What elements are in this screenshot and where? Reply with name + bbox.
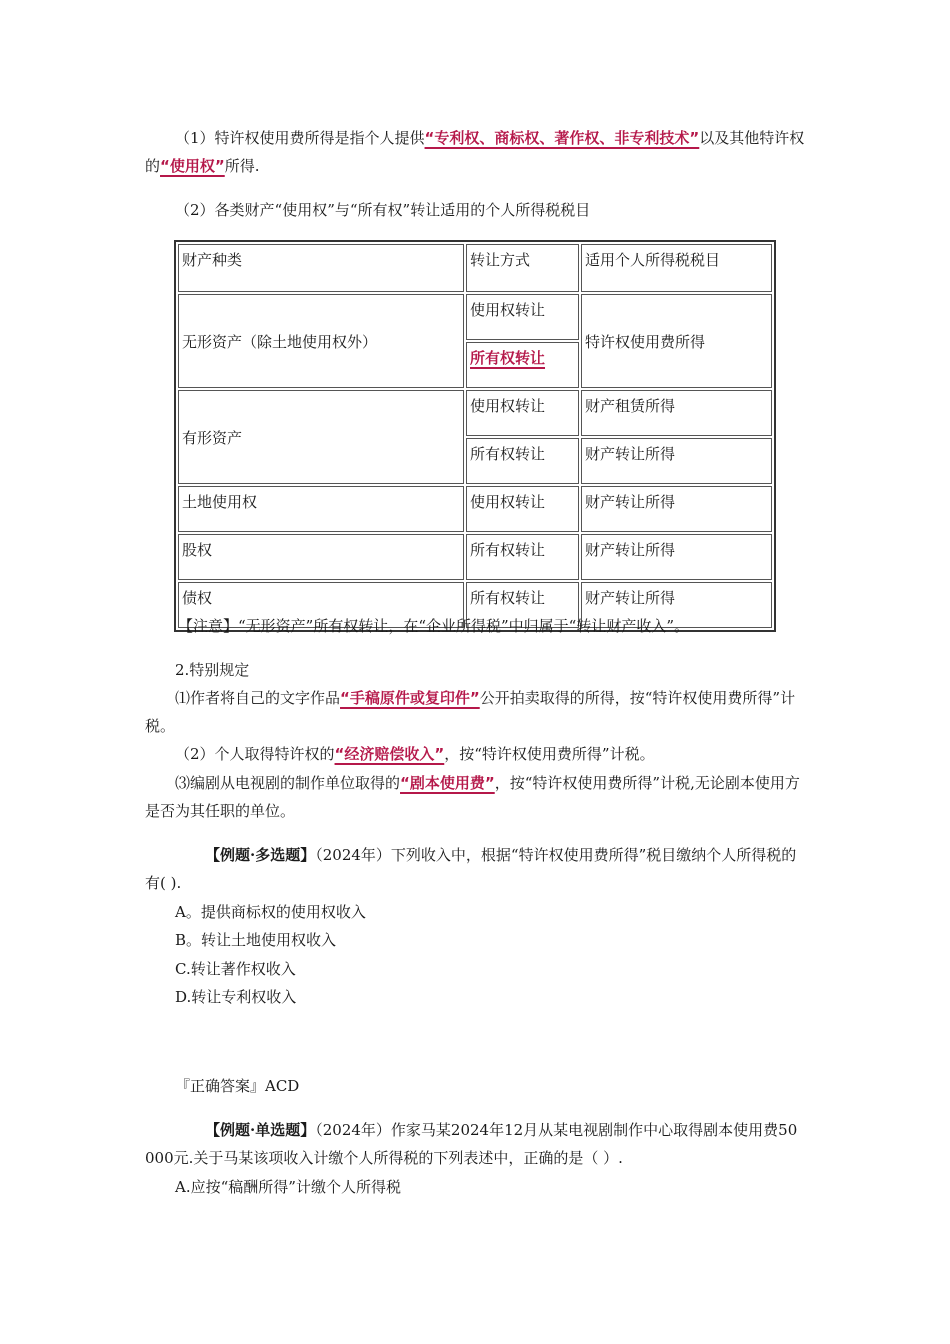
text: ⑴作者将自己的文字作品: [175, 689, 341, 707]
highlight-compensation: “经济赔偿收入”: [334, 745, 445, 763]
special-heading: 2.特别规定: [175, 661, 250, 679]
highlight-script-fee: “剧本使用费”: [400, 774, 495, 792]
example-tag: 【例题·单选题】: [205, 1121, 316, 1139]
special-item-2: [145, 740, 810, 768]
highlight-usage-right: “使用权”: [160, 157, 225, 175]
category-cell: 有形资产: [178, 390, 464, 484]
example-2-question: [145, 1116, 810, 1172]
text: 以及其他特许权的: [145, 129, 805, 175]
tax-category-table: [174, 240, 776, 632]
method-cell: [466, 342, 579, 388]
text: ，按“特许权使用费所得”计税。: [444, 745, 655, 763]
paragraph-table-caption: （2）各类财产“使用权”与“所有权”转让适用的个人所得税税目: [175, 201, 591, 219]
header-cell: 适用个人所得税税目: [581, 244, 772, 292]
method-cell: 使用权转让: [466, 486, 579, 532]
special-item-1: [145, 684, 810, 740]
option: C.转让著作权收入: [175, 960, 296, 978]
method-cell: 所有权转让: [466, 534, 579, 580]
text: 所得.: [224, 157, 260, 175]
header-cell: 财产种类: [178, 244, 464, 292]
highlight-ownership-transfer: 所有权转让: [470, 349, 546, 367]
text: （2024年）下列收入中，根据“特许权使用费所得”税目缴纳个人所得税的有( ).: [145, 846, 797, 892]
example-tag: 【例题·多选题】: [205, 846, 316, 864]
item-cell: 财产租赁所得: [581, 390, 772, 436]
highlight-rights: “专利权、商标权、著作权、非专利技术”: [424, 129, 700, 147]
item-cell: 财产转让所得: [581, 534, 772, 580]
category-cell: 土地使用权: [178, 486, 464, 532]
item-cell: 财产转让所得: [581, 486, 772, 532]
table-row: [178, 390, 772, 436]
option: A.应按“稿酬所得”计缴个人所得税: [175, 1178, 401, 1196]
method-cell: 使用权转让: [466, 294, 579, 340]
text: （1）特许权使用费所得是指个人提供: [175, 129, 425, 147]
method-cell: 所有权转让: [466, 582, 579, 628]
method-cell: 所有权转让: [466, 438, 579, 484]
text: （2）个人取得特许权的: [175, 745, 335, 763]
method-cell: 使用权转让: [466, 390, 579, 436]
highlight-manuscript: “手稿原件或复印件”: [340, 689, 480, 707]
note: 【注意】“无形资产”所有权转让，在“企业所得税”中归属于“转让财产收入”。: [178, 617, 690, 635]
option: A。提供商标权的使用权收入: [175, 903, 366, 921]
text: （2024年）作家马某2024年12月从某电视剧制作中心取得剧本使用费50 000元.关于马某该项收入计缴个人所得税的下列表述中，正确的是（ ）.: [145, 1121, 798, 1167]
example-1-question: [145, 841, 810, 897]
item-cell: 特许权使用费所得: [581, 294, 772, 388]
table-header-row: [178, 244, 772, 292]
category-cell: 债权: [178, 582, 464, 628]
option: B。转让土地使用权收入: [175, 931, 337, 949]
item-cell: 财产转让所得: [581, 438, 772, 484]
paragraph-royalty-definition: [145, 124, 810, 180]
correct-answer: 『正确答案』ACD: [175, 1077, 300, 1095]
table-row: [178, 486, 772, 532]
item-cell: 财产转让所得: [581, 582, 772, 628]
text: 公开拍卖取得的所得，按“特许权使用费所得”计税。: [145, 689, 796, 735]
category-cell: 股权: [178, 534, 464, 580]
text: ，按“特许权使用费所得”计税,无论剧本使用方是否为其任职的单位。: [145, 774, 800, 820]
special-item-3: [145, 769, 810, 825]
table-row: [178, 294, 772, 340]
header-cell: 转让方式: [466, 244, 579, 292]
text: ⑶编剧从电视剧的制作单位取得的: [175, 774, 401, 792]
category-cell: 无形资产（除土地使用权外）: [178, 294, 464, 388]
option: D.转让专利权收入: [175, 988, 297, 1006]
table-row: [178, 534, 772, 580]
